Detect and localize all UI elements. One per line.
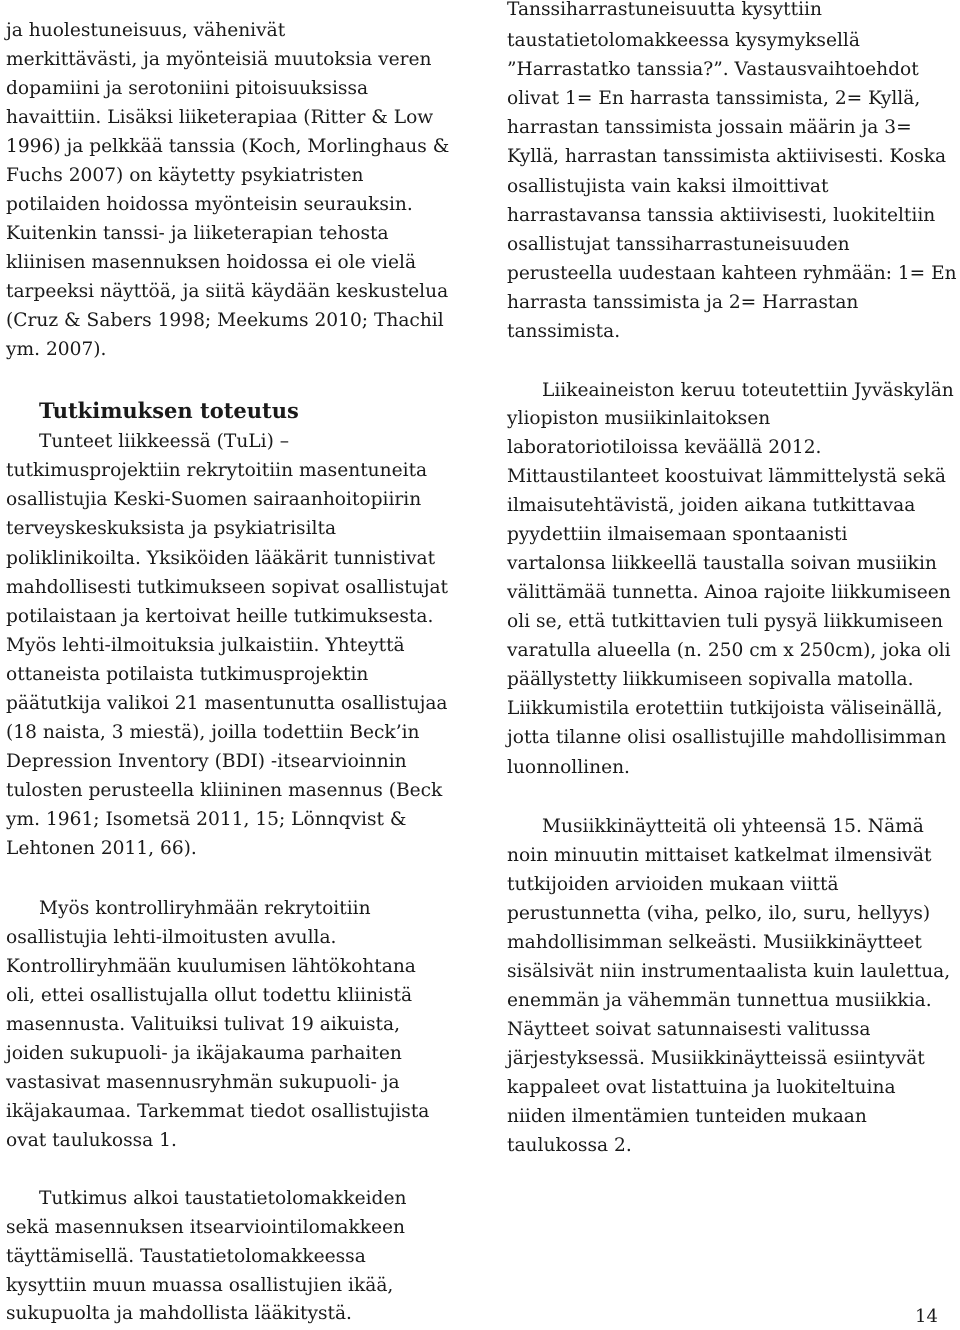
text-line: potilaiden hoidossa myönteisin seurauksin. — [6, 194, 413, 215]
text-line: harrastan tanssimista jossain määrin ja 3= — [507, 117, 912, 138]
text-line: Liikkumistila erotettiin tutkijoista väliseinällä, — [507, 698, 943, 719]
text-line: potilaistaan ja kertoivat heille tutkimuksesta. — [6, 606, 434, 627]
text-line: Lehtonen 2011, 66). — [6, 838, 197, 859]
text-line: kysyttiin muun muassa osallistujien ikää, — [6, 1275, 394, 1296]
text-line: perustunnetta (viha, pelko, ilo, suru, hellyys) — [507, 903, 931, 924]
text-line: Kuitenkin tanssi- ja liiketerapian tehosta — [6, 223, 389, 244]
text-line: Fuchs 2007) on käytetty psykiatristen — [6, 165, 364, 186]
text-line: terveyskeskuksista ja psykiatrisilta — [6, 518, 337, 539]
text-line: taustatietolomakkeessa kysymyksellä — [507, 30, 860, 51]
text-line: vastasivat masennusryhmän sukupuoli- ja — [6, 1072, 400, 1093]
text-line: Näytteet soivat satunnaisesti valitussa — [507, 1019, 871, 1040]
text-line: 1996) ja pelkkää tanssia (Koch, Morlinghaus & — [6, 136, 450, 157]
text-line: noin minuutin mittaiset katkelmat ilmensivät — [507, 845, 932, 866]
text-line: varatulla alueella (n. 250 cm x 250cm), joka oli — [507, 640, 951, 661]
text-line: enemmän ja vähemmän tunnettua musiikkia. — [507, 990, 932, 1011]
text-line: ikäjakaumaa. Tarkemmat tiedot osallistujista — [6, 1101, 430, 1122]
text-line: ym. 2007). — [6, 339, 107, 360]
text-line: merkittävästi, ja myönteisiä muutoksia veren — [6, 49, 432, 70]
text-line: päätutkija valikoi 21 masentunutta osallistujaa — [6, 693, 448, 714]
text-line: mahdollisesti tutkimukseen sopivat osallistujat — [6, 577, 449, 598]
text-line: oli se, että tutkittavien tuli pysyä liikkumiseen — [507, 611, 943, 632]
text-line: osallistujat tanssiharrastuneisuuden — [507, 234, 850, 255]
text-line: (Cruz & Sabers 1998; Meekums 2010; Thachil — [6, 310, 444, 331]
text-line: Kontrolliryhmään kuulumisen lähtökohtana — [6, 956, 416, 977]
section-heading: Tutkimuksen toteutus — [39, 398, 299, 423]
text-line: harrastavansa tanssia aktiivisesti, luokiteltiin — [507, 205, 936, 226]
text-line: Liikeaineiston keruu toteutettiin Jyväskylän — [542, 380, 954, 401]
text-line: Depression Inventory (BDI) -itsearvioinnin — [6, 751, 407, 772]
text-line: joiden sukupuoli- ja ikäjakauma parhaiten — [6, 1043, 402, 1064]
text-line: osallistujia Keski-Suomen sairaanhoitopiirin — [6, 489, 422, 510]
text-line: ”Harrastatko tanssia?”. Vastausvaihtoehdot — [507, 59, 919, 80]
text-line: Tutkimus alkoi taustatietolomakkeiden — [39, 1188, 407, 1209]
text-line: kliinisen masennuksen hoidossa ei ole vielä — [6, 252, 417, 273]
text-line: tutkimusprojektiin rekrytoitiin masentuneita — [6, 460, 428, 481]
text-line: dopamiini ja serotoniini pitoisuuksissa — [6, 78, 369, 99]
text-line: välittämää tunnetta. Ainoa rajoite liikkumiseen — [507, 582, 951, 603]
text-line: tutkijoiden arvioiden mukaan viittä — [507, 874, 839, 895]
text-line: osallistujia lehti-ilmoitusten avulla. — [6, 927, 337, 948]
text-line: (18 naista, 3 miestä), joilla todettiin Beck’in — [6, 722, 420, 743]
text-line: mahdollisimman selkeästi. Musiikkinäytteet — [507, 932, 922, 953]
text-line: olivat 1= En harrasta tanssimista, 2= Kyllä, — [507, 88, 921, 109]
text-line: kappaleet ovat listattuina ja luokiteltuina — [507, 1077, 896, 1098]
text-line: niiden ilmentämien tunteiden mukaan — [507, 1106, 867, 1127]
text-line: sisälsivät niin instrumentaalista kuin laulettua, — [507, 961, 951, 982]
text-line: ja huolestuneisuus, vähenivät — [6, 20, 286, 41]
text-line: havaittiin. Lisäksi liiketerapiaa (Ritter & Low — [6, 107, 434, 128]
text-line: tarpeeksi näyttöä, ja siitä käydään keskustelua — [6, 281, 449, 302]
text-line: taulukossa 2. — [507, 1135, 632, 1156]
text-line: osallistujista vain kaksi ilmoittivat — [507, 176, 829, 197]
text-line: oli, ettei osallistujalla ollut todettu kliinistä — [6, 985, 413, 1006]
text-line: pyydettiin ilmaisemaan spontaanisti — [507, 524, 848, 545]
text-line: tulosten perusteella kliininen masennus (Beck — [6, 780, 443, 801]
text-line: masennusta. Valituiksi tulivat 19 aikuista, — [6, 1014, 400, 1035]
text-line: yliopiston musiikinlaitoksen — [507, 408, 771, 429]
text-line: Mittaustilanteet koostuivat lämmittelystä sekä — [507, 466, 946, 487]
text-line: Tunteet liikkeessä (TuLi) – — [39, 431, 290, 452]
text-line: ym. 1961; Isometsä 2011, 15; Lönnqvist & — [6, 809, 407, 830]
text-line: Tanssiharrastuneisuutta kysyttiin — [507, 0, 822, 20]
text-line: poliklinikoilta. Yksiköiden lääkärit tunnistivat — [6, 548, 436, 569]
text-line: Myös lehti-ilmoituksia julkaistiin. Yhteyttä — [6, 635, 405, 656]
text-line: ottaneista potilaista tutkimusprojektin — [6, 664, 369, 685]
text-line: ovat taulukossa 1. — [6, 1130, 177, 1151]
text-line: täyttämisellä. Taustatietolomakkeessa — [6, 1246, 366, 1267]
text-line: vartalonsa liikkeellä taustalla soivan musiikin — [507, 553, 937, 574]
text-line: sukupuolta ja mahdollista lääkitystä. — [6, 1303, 352, 1324]
text-line: Myös kontrolliryhmään rekrytoitiin — [39, 898, 371, 919]
text-line: jotta tilanne olisi osallistujille mahdollisimman — [507, 727, 947, 748]
text-line: Kyllä, harrastan tanssimista aktiivisesti. Koska — [507, 146, 947, 167]
text-line: ilmaisutehtävistä, joiden aikana tutkittavaa — [507, 495, 916, 516]
page-number: 14 — [915, 1306, 938, 1327]
text-line: harrasta tanssimista ja 2= Harrastan — [507, 292, 859, 313]
text-line: tanssimista. — [507, 321, 621, 342]
text-line: Musiikkinäytteitä oli yhteensä 15. Nämä — [542, 816, 924, 837]
text-line: järjestyksessä. Musiikkinäytteissä esiintyvät — [507, 1048, 925, 1069]
text-line: perusteella uudestaan kahteen ryhmään: 1= En — [507, 263, 957, 284]
text-line: luonnollinen. — [507, 757, 630, 778]
text-line: päällystetty liikkumiseen sopivalla matolla. — [507, 669, 914, 690]
text-line: sekä masennuksen itsearviointilomakkeen — [6, 1217, 405, 1238]
text-line: laboratoriotiloissa keväällä 2012. — [507, 437, 822, 458]
